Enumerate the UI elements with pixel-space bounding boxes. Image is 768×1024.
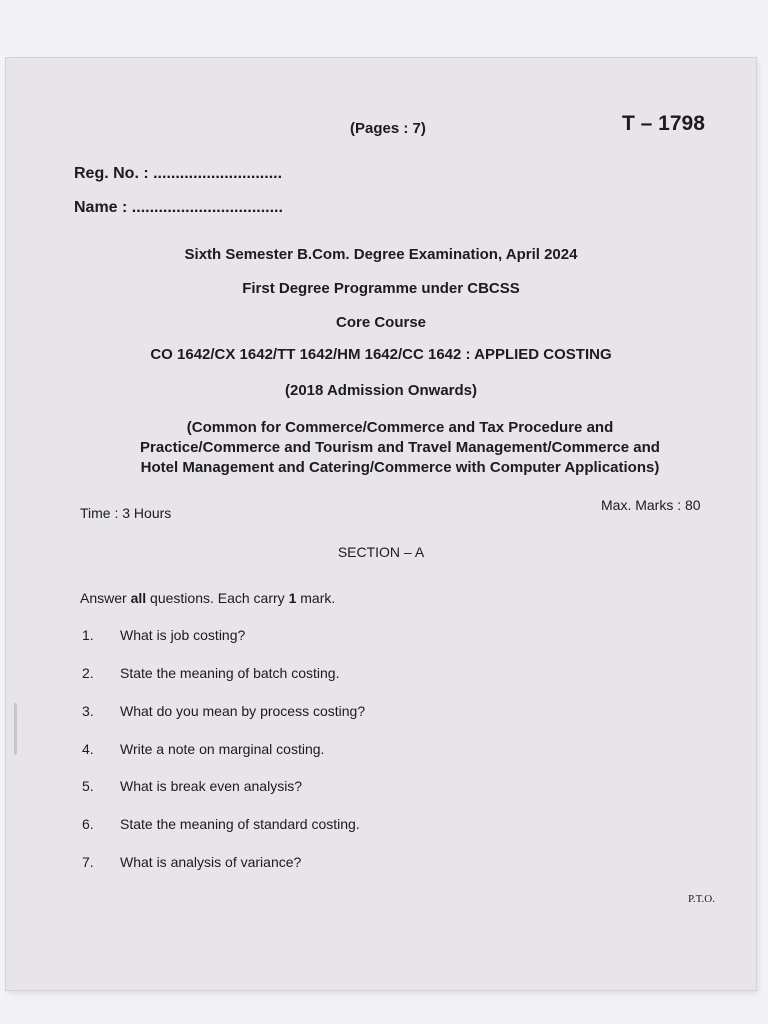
question-number: 6. [82,816,94,832]
max-marks: Max. Marks : 80 [601,497,701,513]
common-for-line: Practice/Commerce and Tourism and Travel Management/Commerce and [140,439,660,456]
paper-code: T – 1798 [622,112,705,135]
section-instruction [80,590,335,606]
question-text: What is job costing? [120,627,246,643]
question-item [82,854,301,870]
question-number: 2. [82,665,94,681]
common-for-line: Hotel Management and Catering/Commerce with Computer Applications) [140,459,660,476]
question-text: State the meaning of standard costing. [120,816,360,832]
instruction-emphasis: 1 [288,590,297,606]
question-item [82,703,365,719]
course-type: Core Course [335,314,427,331]
instruction-text: questions. Each carry [146,590,289,606]
question-item [82,778,302,794]
question-item [82,816,360,832]
reg-no-field: Reg. No. : ............................. [74,165,283,182]
question-text: State the meaning of batch costing. [120,665,340,681]
page-turn-over: P.T.O. [688,893,715,905]
question-text: What is analysis of variance? [120,854,302,870]
question-item [82,741,324,757]
question-number: 1. [82,627,94,643]
name-field: Name : .................................. [74,199,283,216]
admission-note: (2018 Admission Onwards) [285,382,477,399]
exam-paper [6,58,756,990]
exam-title: Sixth Semester B.Com. Degree Examination, April 2024 [184,246,578,263]
question-text: Write a note on marginal costing. [120,741,325,757]
common-for-line: (Common for Commerce/Commerce and Tax Procedure and [186,419,614,436]
instruction-text: mark. [296,590,336,606]
question-text: What is break even analysis? [120,778,303,794]
programme-title: First Degree Programme under CBCSS [242,280,520,297]
question-text: What do you mean by process costing? [120,703,366,719]
question-item [82,627,245,643]
time-allowed: Time : 3 Hours [80,505,172,521]
course-code-title: CO 1642/CX 1642/TT 1642/HM 1642/CC 1642 : APPLIED COSTING [150,346,612,363]
question-number: 3. [82,703,94,719]
question-item [82,665,339,681]
section-title: SECTION – A [337,544,425,560]
pages-count: (Pages : 7) [350,120,426,137]
question-number: 4. [82,741,94,757]
instruction-emphasis: all [130,590,147,606]
instruction-text: Answer [80,590,131,606]
question-number: 5. [82,778,94,794]
question-number: 7. [82,854,94,870]
common-for-note [80,418,720,478]
staple-mark [14,703,17,755]
